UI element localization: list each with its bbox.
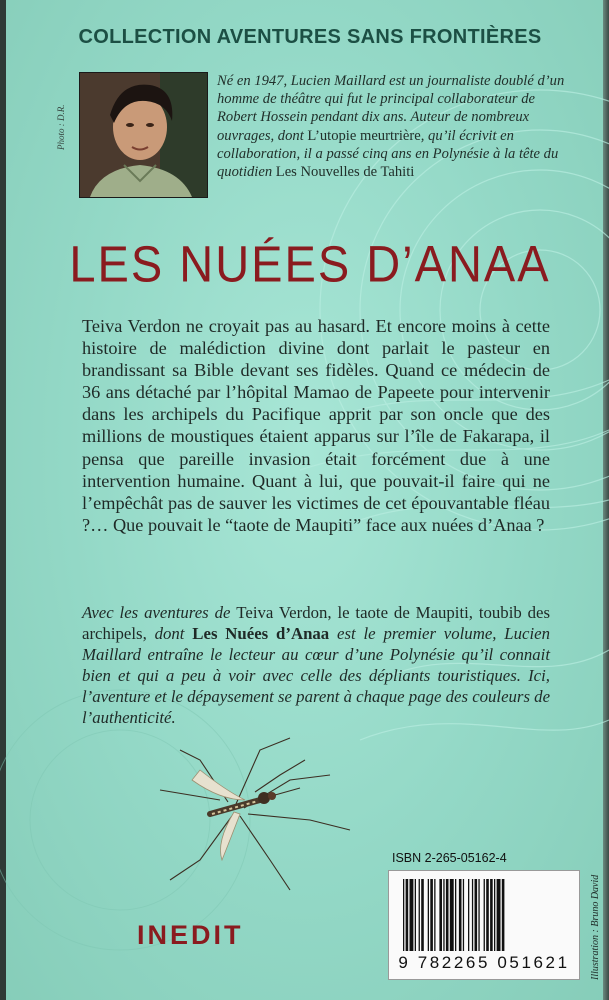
promo-hero: Teiva Verdon, le taote de Maupiti, toubib des archipels, <box>82 603 550 643</box>
promo-text-2: dont <box>146 624 193 643</box>
bio-text-2: , qu’il écrivit en collaboration, il a passé cinq ans en Polynésie à la tête du quotidien <box>217 127 559 181</box>
collection-name: COLLECTION AVENTURES SANS FRONTIÈRES <box>78 26 542 48</box>
bio-newspaper: Les Nouvelles de Tahiti <box>275 164 415 181</box>
author-bio <box>217 72 575 181</box>
inedit-badge: INEDIT <box>137 920 244 950</box>
author-photo <box>79 72 208 198</box>
bio-work-title: L’utopie meurtrière <box>307 127 421 144</box>
illustration-credit: Illustration : Bruno David <box>590 874 601 980</box>
book-title: LES NUÉES D’ANAA <box>69 234 551 293</box>
promo-text-3: est le premier volume, Lucien Maillard entraîne le lecteur au cœur d’une Polynésie qu’il connait bien et qui a peu à voir avec celle des dépliants touristiques. Ici, l’aventure et le dépaysement se parent à chaque page des couleurs de l’authenticité. <box>82 624 551 727</box>
isbn-number: ISBN 2-265-05162-4 <box>392 851 507 865</box>
barcode-bars <box>399 879 569 951</box>
mosquito-illustration <box>140 730 370 900</box>
promo-book-title: Les Nuées d’Anaa <box>192 624 330 643</box>
synopsis-paragraph: Teiva Verdon ne croyait pas au hasard. Et encore moins à cette histoire de malédiction divine dont parlait le pasteur en brandissant sa Bible devant ses fidèles. Quand ce médecin de 36 ans détaché par l’hôpital Mamao de Papeete pour intervenir dans les archipels du Pacifique apprit par son oncle que des millions de moustiques étaient apparus sur l’île de Fakarapa, il pensa que pareille invasion était forcément due à une intervention humaine. Quant à lui, que pouvait-il faire qui ne l’empêchât pas de sauver les victimes de cet épouvantable fléau ?… Que pouvait le “taote de Maupiti” face aux nuées d’Anaa ? <box>82 316 550 535</box>
photo-credit: Photo : D.R. <box>56 104 66 150</box>
promo-paragraph <box>82 602 550 728</box>
promo-text-1: Avec les aventures de <box>82 603 237 622</box>
barcode <box>388 870 580 980</box>
barcode-number: 9 782265 051621 <box>398 953 570 972</box>
bio-text-1: Né en 1947, Lucien Maillard est un journaliste doublé d’un homme de théâtre qui fut le principal collaborateur de Robert Hossein pendant dix ans. Auteur de nombreux ouvrages, dont <box>217 73 565 144</box>
